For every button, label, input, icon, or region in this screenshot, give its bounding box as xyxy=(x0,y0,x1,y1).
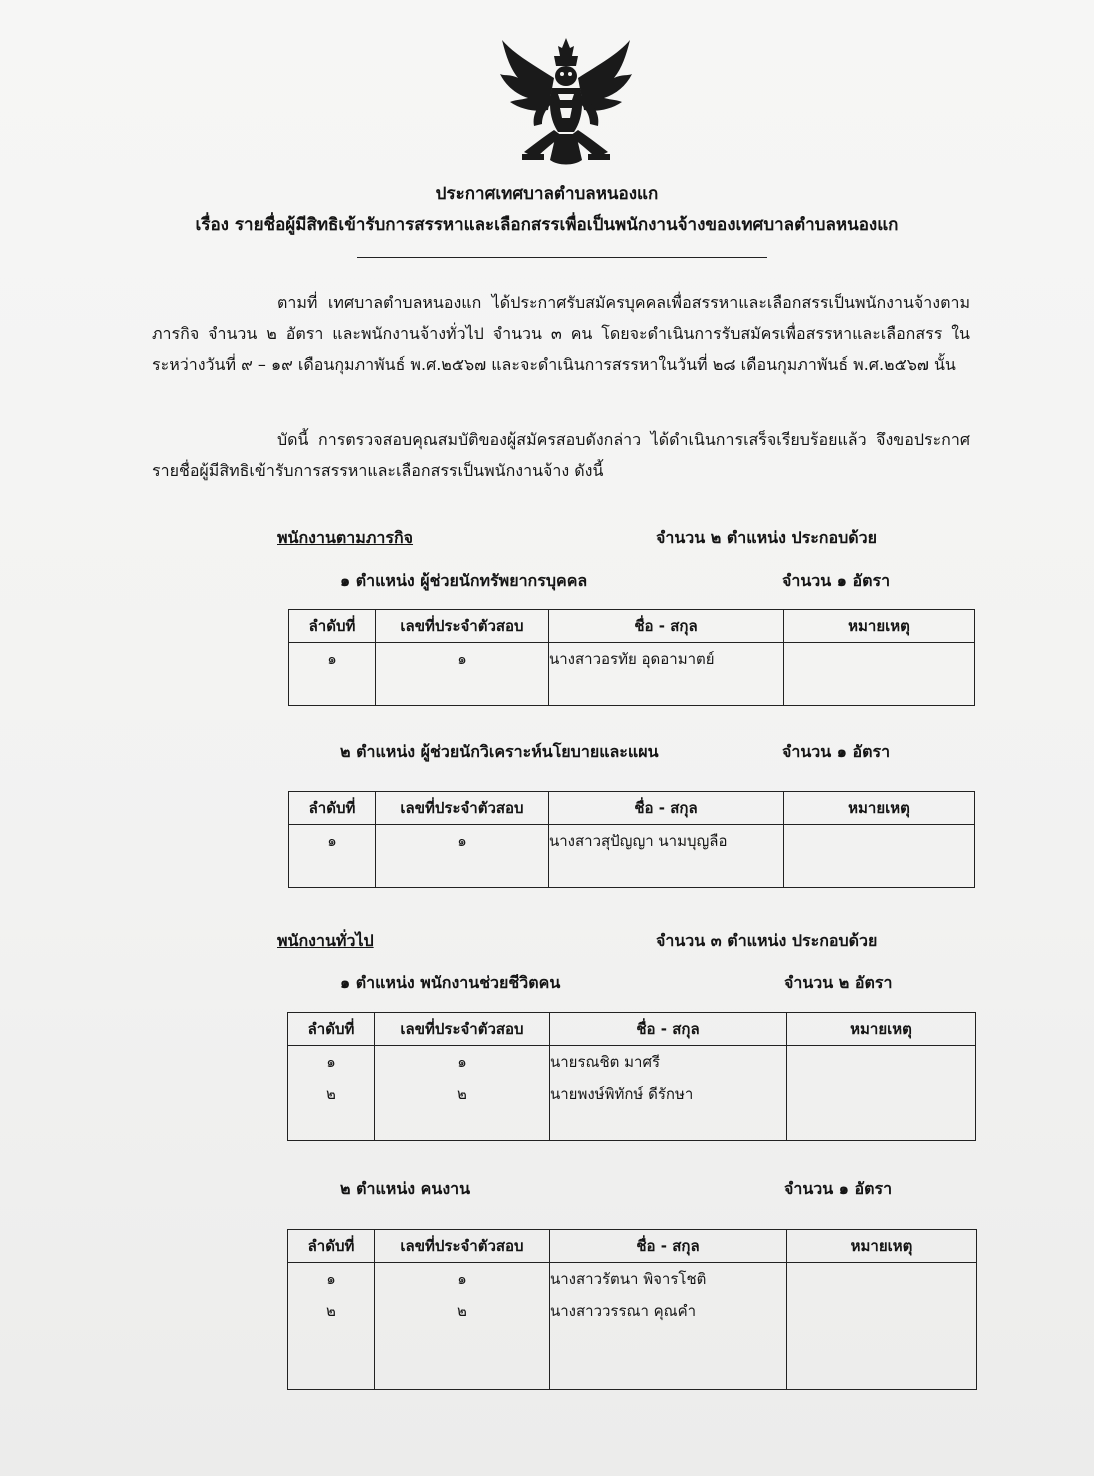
col-order: ลำดับที่ xyxy=(288,1013,375,1046)
col-exam-no: เลขที่ประจำตัวสอบ xyxy=(375,1230,550,1263)
position-count: จำนวน ๑ อัตรา xyxy=(782,571,891,590)
position-label: ๒ ตำแหน่ง คนงาน xyxy=(340,1179,471,1198)
col-name: ชื่อ - สกุล xyxy=(549,792,784,825)
exam-no-cell: ๑ xyxy=(457,1053,467,1071)
position-count: จำนวน ๒ อัตรา xyxy=(784,973,893,992)
name-cell: นายพงษ์พิทักษ์ ดีรักษา xyxy=(550,1085,694,1103)
col-name: ชื่อ - สกุล xyxy=(549,610,784,643)
table-header-row xyxy=(288,1013,976,1046)
col-order: ลำดับที่ xyxy=(288,1230,375,1263)
order-cell: ๒ xyxy=(326,1302,336,1320)
col-exam-no: เลขที่ประจำตัวสอบ xyxy=(376,792,549,825)
garuda-emblem-icon xyxy=(492,34,640,174)
position-label: ๒ ตำแหน่ง ผู้ช่วยนักวิเคราะห์นโยบายและแผน xyxy=(340,742,659,761)
remark-cell xyxy=(787,1046,975,1078)
position-label: ๑ ตำแหน่ง พนักงานช่วยชีวิตคน xyxy=(340,973,561,992)
table-header-row xyxy=(289,610,975,643)
col-order: ลำดับที่ xyxy=(289,792,376,825)
col-remark: หมายเหตุ xyxy=(784,610,975,643)
announcement-paragraph: บัดนี้ การตรวจสอบคุณสมบัติของผู้สมัครสอบดังกล่าว ได้ดำเนินการเสร็จเรียบร้อยแล้ว จึงขอประกาศรายชื่อผู้มีสิทธิเข้ารับการสรรหาและเลือกสรรเป็นพนักงานจ้าง ดังนี้ xyxy=(152,430,970,480)
remark-cell xyxy=(784,643,974,675)
col-name: ชื่อ - สกุล xyxy=(550,1013,787,1046)
remark-cell xyxy=(784,825,974,857)
name-cell: นางสาวรัตนา พิจารโชติ xyxy=(550,1270,707,1288)
intro-paragraph: ตามที่ เทศบาลตำบลหนองแก ได้ประกาศรับสมัครบุคคลเพื่อสรรหาและเลือกสรรเป็นพนักงานจ้างตามภารกิจ จำนวน ๒ อัตรา และพนักงานจ้างทั่วไป จำนวน ๓ คน โดยจะดำเนินการรับสมัครเพื่อสรรหาและเลือกสรร ในระหว่างวันที่ ๙ – ๑๙ เดือนกุมภาพันธ์ พ.ศ.๒๕๖๗ และจะดำเนินการสรรหาในวันที่ ๒๘ เดือนกุมภาพันธ์ พ.ศ.๒๕๖๗ นั้น xyxy=(152,293,970,374)
exam-no-cell: ๑ xyxy=(457,1270,467,1288)
exam-no-cell: ๑ xyxy=(457,832,467,850)
group-count: จำนวน ๒ ตำแหน่ง ประกอบด้วย xyxy=(656,528,878,547)
order-cell: ๑ xyxy=(326,1270,336,1288)
group-title: พนักงานตามภารกิจ xyxy=(277,528,414,547)
order-cell: ๑ xyxy=(327,832,337,850)
col-exam-no: เลขที่ประจำตัวสอบ xyxy=(376,610,549,643)
announcement-subject: เรื่อง รายชื่อผู้มีสิทธิเข้ารับการสรรหาและเลือกสรรเพื่อเป็นพนักงานจ้างของเทศบาลตำบลหนองแก xyxy=(195,215,899,235)
col-remark: หมายเหตุ xyxy=(784,792,975,825)
candidate-table xyxy=(287,1229,977,1390)
exam-no-cell: ๑ xyxy=(457,650,467,668)
name-cell: นางสาวอรทัย อุดอามาตย์ xyxy=(549,650,715,668)
order-cell: ๑ xyxy=(326,1053,336,1071)
name-cell: นางสาวสุปัญญา นามบุญลือ xyxy=(549,832,728,850)
exam-no-cell: ๒ xyxy=(457,1085,467,1103)
candidate-table xyxy=(288,791,975,888)
remark-cell xyxy=(787,1078,975,1110)
table-row xyxy=(289,643,975,706)
candidate-table xyxy=(288,609,975,706)
table-row xyxy=(289,825,975,888)
remark-cell xyxy=(787,1295,976,1327)
position-count: จำนวน ๑ อัตรา xyxy=(782,742,891,761)
col-order: ลำดับที่ xyxy=(289,610,376,643)
col-name: ชื่อ - สกุล xyxy=(550,1230,787,1263)
table-header-row xyxy=(288,1230,977,1263)
exam-no-cell: ๒ xyxy=(457,1302,467,1320)
name-cell: นายรณชิต มาศรี xyxy=(550,1053,661,1071)
table-header-row xyxy=(289,792,975,825)
group-title: พนักงานทั่วไป xyxy=(277,931,374,950)
name-cell: นางสาววรรณา คุณคำ xyxy=(550,1302,697,1320)
table-row xyxy=(288,1263,977,1390)
candidate-table xyxy=(287,1012,976,1141)
group-count: จำนวน ๓ ตำแหน่ง ประกอบด้วย xyxy=(656,931,878,950)
order-cell: ๒ xyxy=(326,1085,336,1103)
position-label: ๑ ตำแหน่ง ผู้ช่วยนักทรัพยากรบุคคล xyxy=(340,571,588,590)
col-exam-no: เลขที่ประจำตัวสอบ xyxy=(375,1013,550,1046)
position-count: จำนวน ๑ อัตรา xyxy=(784,1179,893,1198)
title-divider xyxy=(357,257,767,258)
announcement-title: ประกาศเทศบาลตำบลหนองแก xyxy=(435,184,659,204)
order-cell: ๑ xyxy=(327,650,337,668)
remark-cell xyxy=(787,1263,976,1295)
table-row xyxy=(288,1046,976,1141)
col-remark: หมายเหตุ xyxy=(787,1230,977,1263)
col-remark: หมายเหตุ xyxy=(787,1013,976,1046)
